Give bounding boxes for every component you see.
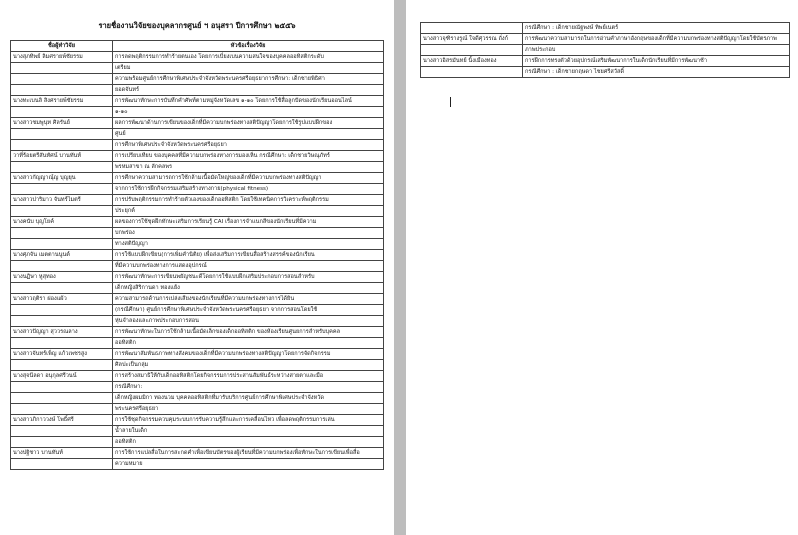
- researcher-name-cell: [11, 107, 113, 118]
- research-topic-cell: การปรับพฤติกรรมการทำร้ายตัวเองของเด็กออทิสติก โดยใช้เทคนิคการวิเคราะห์พฤติกรรม: [113, 195, 384, 206]
- research-topic-cell: พระนครศรีอยุธยา: [113, 404, 384, 415]
- document-page-2: [406, 0, 798, 535]
- research-topic-cell: ศิลปะเป็นกลุ่ม: [113, 360, 384, 371]
- research-table-continued: [420, 22, 790, 78]
- table-row: [11, 107, 384, 118]
- researcher-name-cell: นางสาวจุฑิรางรูณ์ ใจดีศุวรรณ ถั่งก์: [421, 34, 523, 45]
- table-row: [11, 349, 384, 360]
- research-topic-cell: การลดพฤติกรรมการทำร้ายตนเอง โดยการเบี่ยงเบนความสนใจของบุคคลออทิสติกระดับ: [113, 52, 384, 63]
- research-topic-cell: พรหมสาขา ณ ลักคลพร: [113, 162, 384, 173]
- researcher-name-cell: [11, 338, 113, 349]
- research-topic-cell: ความพร้อมศูนย์การศึกษาพิเศษประจำจังหวัดพระนครศรีอยุธยาการศึกษา: เด็กชายพิธิศา: [113, 74, 384, 85]
- table-row: [421, 67, 790, 78]
- table-row: [11, 63, 384, 74]
- table-row: [11, 327, 384, 338]
- header-researcher-name: ชื่อผู้ทำวิจัย: [11, 41, 113, 52]
- research-topic-cell: ผลการพัฒนาด้านการเขียนของเด็กที่มีความบกพร่องทางสติปัญญาโดยการใช้รูปแบบฝึกของ: [113, 118, 384, 129]
- table-row: [11, 371, 384, 382]
- table-row: [11, 162, 384, 173]
- research-topic-cell: กรณีศึกษา : เด็กชายณัฐพงษ์ ทิพย์เนตร์: [523, 23, 790, 34]
- researcher-name-cell: นางสาวปาริมาว จันทร์ไมตรี: [11, 195, 113, 206]
- research-topic-cell: บกพร่อง: [113, 228, 384, 239]
- researcher-name-cell: [11, 459, 113, 470]
- researcher-name-cell: นางนฏิษา หูสุทอง: [11, 272, 113, 283]
- text-cursor: [450, 97, 451, 107]
- research-topic-cell: การเปรียบเทียบ ของบุคคลที่มีความบกพร่องทางการมองเห็น กรณีศึกษา: เด็กชายวิษณุภัทร์: [113, 151, 384, 162]
- researcher-name-cell: [11, 305, 113, 316]
- researcher-name-cell: [11, 140, 113, 151]
- table-row: [11, 415, 384, 426]
- table-row: [11, 437, 384, 448]
- table-row: [11, 85, 384, 96]
- researcher-name-cell: นางทะเบนลิ สิงศรายพ์ชัยรรม: [11, 96, 113, 107]
- header-research-topic: หัวข้อเรื่องวิจัย: [113, 41, 384, 52]
- research-topic-cell: การใช้การแปลสื่อในการสะกดคำเพื่อเขียนบัตรของผู้เรียนที่มีความบกพร่องเพื่อทักษะในการเขียนเพื่อสื่อ: [113, 448, 384, 459]
- table-row: [11, 261, 384, 272]
- researcher-name-cell: นางสาวจันทร์เพ็ญ แก้วเพชรสูง: [11, 349, 113, 360]
- table-row: [11, 228, 384, 239]
- researcher-name-cell: [11, 283, 113, 294]
- research-topic-cell: ออทิสติก: [113, 437, 384, 448]
- research-topic-cell: การศึกษาพิเศษประจำจังหวัดพระนครศรีอยุธยา: [113, 140, 384, 151]
- researcher-name-cell: [11, 382, 113, 393]
- table-row: [11, 459, 384, 470]
- table-row: [11, 426, 384, 437]
- table-row: [11, 96, 384, 107]
- table-row: [11, 52, 384, 63]
- table-row: [11, 360, 384, 371]
- research-topic-cell: กรณีศึกษา : เด็กชายกฤษดา ไชยศรีสวัสดิ์: [523, 67, 790, 78]
- research-topic-cell: ความหมาย: [113, 459, 384, 470]
- research-topic-cell: กรณีศึกษา:: [113, 382, 384, 393]
- researcher-name-cell: วาที่ร้อยตรีสันทัศน์ บานทันท์: [11, 151, 113, 162]
- table-row: [11, 239, 384, 250]
- research-topic-cell: ภาพประกอบ: [523, 45, 790, 56]
- researcher-name-cell: [11, 404, 113, 415]
- researcher-name-cell: [421, 67, 523, 78]
- researcher-name-cell: [11, 261, 113, 272]
- research-topic-cell: น้ำลายในเด็ก: [113, 426, 384, 437]
- research-topic-cell: การใช้แบบฝึกเขียน(การเพิ่มคำนิติย) เพื่อส่งเสริมการเขียนสื่อสร้างสรรค์ของนักเรียน: [113, 250, 384, 261]
- researcher-name-cell: [11, 74, 113, 85]
- researcher-name-cell: [11, 129, 113, 140]
- table-row: [421, 56, 790, 67]
- researcher-name-cell: [11, 393, 113, 404]
- researcher-name-cell: นางสาวฤติรา ผ่องแผ้ว: [11, 294, 113, 305]
- table-row: [11, 272, 384, 283]
- table-row: [11, 173, 384, 184]
- researcher-name-cell: นางสาวกัญญาณุ์ญ บุญยุน: [11, 173, 113, 184]
- table-row: [11, 206, 384, 217]
- research-topic-cell: เตรียม: [113, 63, 384, 74]
- table-row: [11, 250, 384, 261]
- researcher-name-cell: นางปฐิชาว บานทันท์: [11, 448, 113, 459]
- research-topic-cell: การศึกษาความสามารถการใช้กล้ามเนื้อมัดใหญ่ของเด็กที่มีความบกพร่องทางสติปัญญา: [113, 173, 384, 184]
- research-topic-cell: เด็กหญิงสิริกานดา ทองแย้ง: [113, 283, 384, 294]
- research-topic-cell: เด็กหญิงผมมิกา ทองนวม บุคคลออทิสติกที่มารับบริการศูนย์การศึกษาพิเศษประจำจังหวัด: [113, 393, 384, 404]
- researcher-name-cell: นางสาวภิกาววงษ์ โพธิ์ศรี: [11, 415, 113, 426]
- researcher-name-cell: นางสาวปัญญา สุววรณลาง: [11, 327, 113, 338]
- researcher-name-cell: [11, 316, 113, 327]
- table-row: [11, 140, 384, 151]
- researcher-name-cell: นางคนับ บุญโยค์: [11, 217, 113, 228]
- research-topic-cell: การพัฒนาความสามารถในการอ่านคำภาษาอังกฤษของเด็กที่มีความบกพร่องทางสติปัญญาโดยใช้บัตรภาพ: [523, 34, 790, 45]
- researcher-name-cell: [11, 63, 113, 74]
- research-topic-cell: หุ่นจำลองและภาพประกอบการสอน: [113, 316, 384, 327]
- table-row: [11, 283, 384, 294]
- document-page-1: [0, 0, 394, 535]
- research-topic-cell: ทางสติปัญญา: [113, 239, 384, 250]
- researcher-name-cell: [11, 85, 113, 96]
- table-row: [421, 34, 790, 45]
- table-row: [11, 382, 384, 393]
- research-topic-cell: ออทิสติก: [113, 338, 384, 349]
- table-row: [11, 195, 384, 206]
- researcher-name-cell: [11, 437, 113, 448]
- research-topic-cell: การใช้ชุดกิจกรรมควบคุมระบบการรับความรู้สึกและการเคลื่อนไหว เพื่อลดพฤติกรรมการเล่น: [113, 415, 384, 426]
- researcher-name-cell: [11, 206, 113, 217]
- researcher-name-cell: นางสาวชมพูนุท ศิลรันย์: [11, 118, 113, 129]
- research-topic-cell: การสร้างสมาธิให้กับเด็กออทิสติกโดยกิจกรรมการประสานสัมพันธ์ระหว่างสายตาและมือ: [113, 371, 384, 382]
- table-row: [11, 338, 384, 349]
- table-row: [11, 294, 384, 305]
- researcher-name-cell: [11, 426, 113, 437]
- table-row: [11, 74, 384, 85]
- table-row: [11, 404, 384, 415]
- document-title: รายชื่องานวิจัยของบุคลากรศูนย์ ฯ อนุสรา ปีการศึกษา ๒๕๕๖: [98, 21, 296, 30]
- researcher-name-cell: [11, 162, 113, 173]
- research-topic-cell: ประยุกต์: [113, 206, 384, 217]
- researcher-name-cell: [11, 239, 113, 250]
- research-topic-cell: ศูนย์: [113, 129, 384, 140]
- research-topic-cell: (กรณีศึกษา) ศูนย์การศึกษาพิเศษประจำจังหวัดพระนครศรีอยุธยา จากการสอนโดยใช้: [113, 305, 384, 316]
- table-row: [421, 45, 790, 56]
- table-header-row: [11, 41, 384, 52]
- researcher-name-cell: [11, 360, 113, 371]
- researcher-name-cell: [11, 184, 113, 195]
- table-row: [11, 448, 384, 459]
- research-topic-cell: การพัฒนาทักษะการเขียนพยัญชนะดีโดยการใช้แบบฝึกเสริมประกอบการสอนสำหรับ: [113, 272, 384, 283]
- research-topic-cell: การพัฒนาทักษะในการใช้กล้ามเนื้อมัดเล็กของเด็กออทิสติก ของห้องเรียนศูนยการสำหรับบุคคล: [113, 327, 384, 338]
- table-row: [11, 129, 384, 140]
- table-row: [11, 316, 384, 327]
- table-row: [421, 23, 790, 34]
- researcher-name-cell: [11, 228, 113, 239]
- research-table: [10, 40, 384, 470]
- research-topic-cell: ความสามารถด้านการเปล่งเสียงของนักเรียนที่มีความบกพร่องทางการได้ยิน: [113, 294, 384, 305]
- research-topic-cell: ผลของการใช้ชุดฝึกทักษะเสริมการเรียนรู้ CAI เรื่องการจำแนกสีของนักเรียนที่มีความ: [113, 217, 384, 228]
- research-topic-cell: การพัฒนาทักษะการบันทึกคำศัพท์ตามหมู่จังหวัดเลข ๑-๑๐ โดยการใช้สื่อลูกปัดของนักเรียนออนไลน์: [113, 96, 384, 107]
- researcher-name-cell: [421, 23, 523, 34]
- research-topic-cell: ที่มีความบกพร่องทางการแสดงอุปกรณ์: [113, 261, 384, 272]
- table-row: [11, 217, 384, 228]
- table-row: [11, 305, 384, 316]
- researcher-name-cell: นางสุภทิพย์ ลิมศรายพ์ชัยรรม: [11, 52, 113, 63]
- research-topic-cell: การฝึกการทรงตัวด้วยอุปกรณ์เสริมพัฒนาการในเด็กนักเรียนที่มีการพัฒนาช้า: [523, 56, 790, 67]
- research-topic-cell: ยอดจันทร์: [113, 85, 384, 96]
- table-row: [11, 151, 384, 162]
- table-row: [11, 184, 384, 195]
- research-topic-cell: ๑-๑๐: [113, 107, 384, 118]
- researcher-name-cell: นางสาวอิสรมันทย์ นิ้งเมืองทอง: [421, 56, 523, 67]
- researcher-name-cell: นางศุภจัน เมตตานนูนต์: [11, 250, 113, 261]
- research-topic-cell: จากการใช้การฝึกกิจกรรมเสริมสร้างทางกาย(physical fitness): [113, 184, 384, 195]
- table-row: [11, 393, 384, 404]
- table-row: [11, 118, 384, 129]
- researcher-name-cell: นางสุจนีลดา อนุกุลศรีวนน์: [11, 371, 113, 382]
- research-topic-cell: การพัฒนาสัมพันธภาพทางสังคมของเด็กที่มีความบกพร่องทางสติปัญญาโดยการจัดกิจกรรม: [113, 349, 384, 360]
- researcher-name-cell: [421, 45, 523, 56]
